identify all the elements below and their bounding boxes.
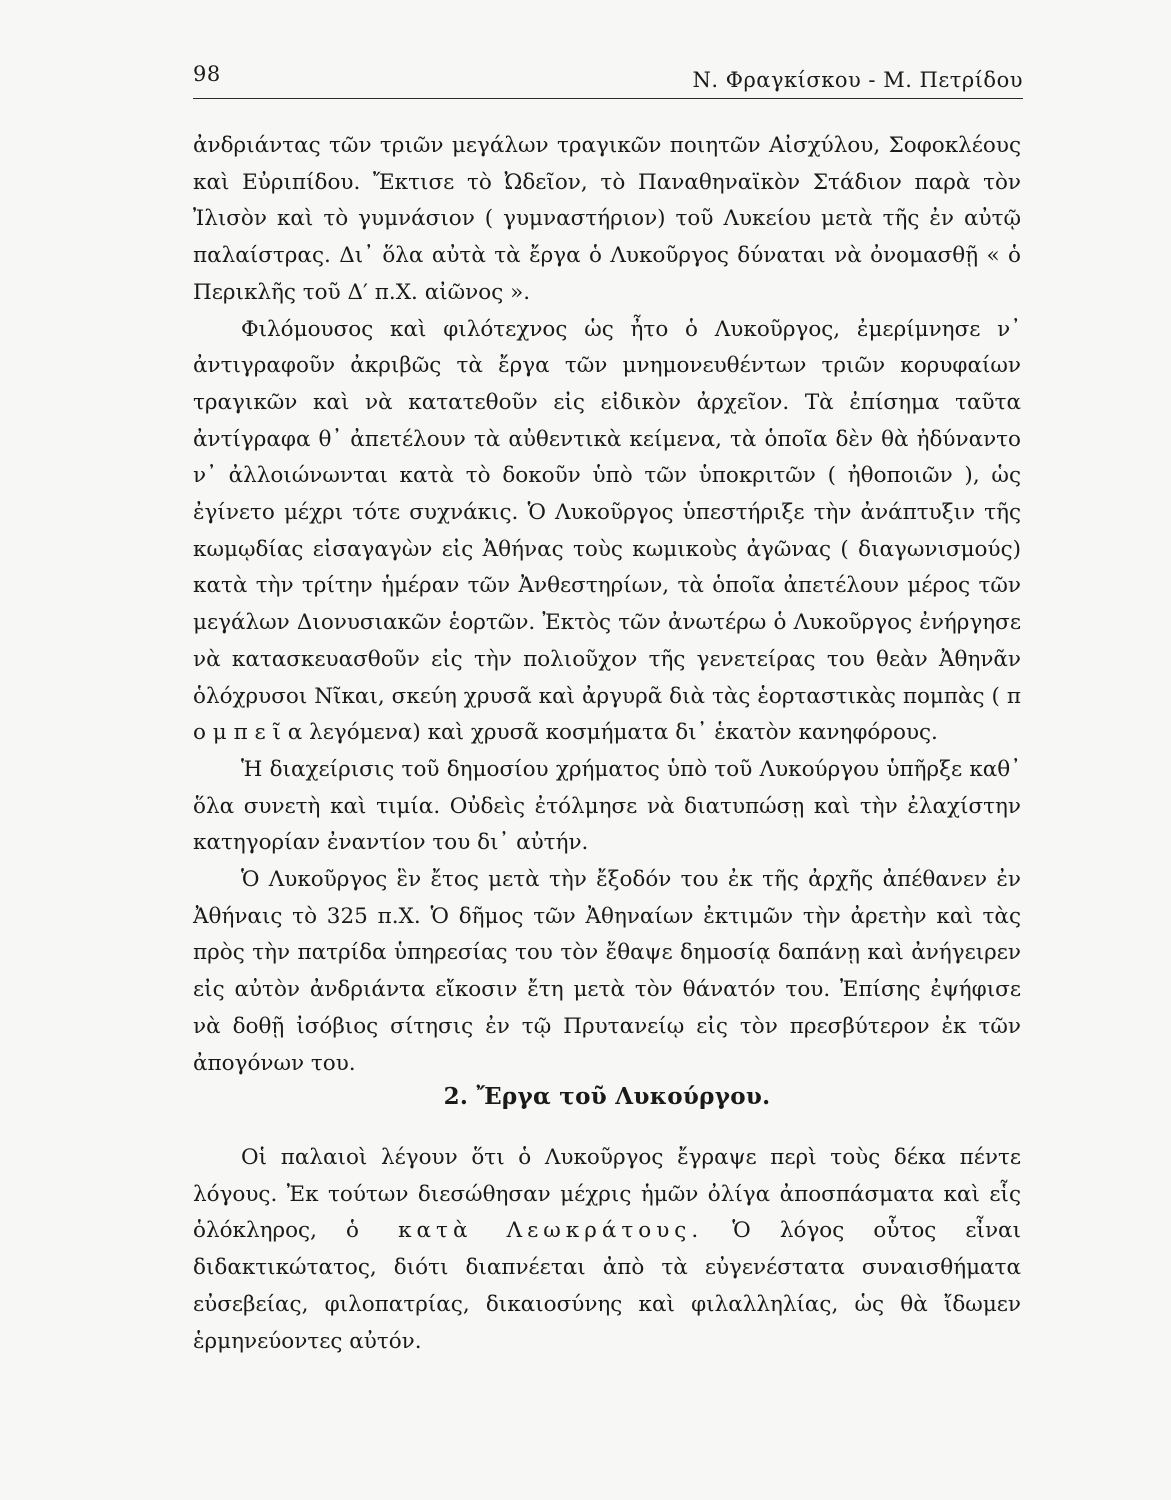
paragraph-3: Ἡ διαχείρισις τοῦ δημοσίου χρήματος ὑπὸ τοῦ Λυκούργου ὑπῆρξε καθ᾽ ὅλα συνετὴ καὶ τιμία. Οὐδεὶς ἐτόλμησε νὰ διατυπώσῃ καὶ τὴν ἐλαχίστην κατηγορίαν ἐναντίον του δι᾽ αὐτήν.	[193, 756, 1021, 856]
section-text	[193, 1140, 1021, 1360]
page-header	[193, 62, 1023, 99]
section-heading: 2. Ἔργα τοῦ Λυκούργου.	[443, 1083, 771, 1110]
paragraph-2: Φιλόμουσος καὶ φιλότεχνος ὡς ἦτο ὁ Λυκοῦργος, ἐμερίμνησε ν᾽ ἀντιγραφοῦν ἀκριβῶς τὰ ἔργα τῶν μνημονευθέντων τριῶν κορυφαίων τραγικῶν καὶ νὰ κατατεθοῦν εἰς εἰδικὸν ἀρχεῖον. Τὰ ἐπίσημα ταῦτα ἀντίγραφα θ᾽ ἀπετέλουν τὰ αὐθεντικὰ κείμενα, τὰ ὁποῖα δὲν θὰ ἠδύναντο ν᾽ ἀλλοιώνωνται κατὰ τὸ δοκοῦν ὑπὸ τῶν ὑποκριτῶν ( ἠθοποιῶν ), ὡς ἐγίνετο μέχρι τότε συχνάκις. Ὁ Λυκοῦργος ὑπεστήριξε τὴν ἀνάπτυξιν τῆς κωμῳδίας εἰσαγαγὼν εἰς Ἀθήνας τοὺς κωμικοὺς ἀγῶνας ( διαγωνισμούς) κατὰ τὴν τρίτην ἡμέραν τῶν Ἀνθεστηρίων, τὰ ὁποῖα ἀπετέλουν μέρος τῶν μεγάλων Διονυσιακῶν ἑορτῶν. Ἐκτὸς τῶν ἀνωτέρω ὁ Λυκοῦργος ἐνήργησε νὰ κατασκευασθοῦν εἰς τὴν πολιοῦχον τῆς γενετείρας του θεὰν Ἀθηνᾶν ὁλόχρυσοι Νῖκαι, σκεύη χρυσᾶ καὶ ἀργυρᾶ διὰ τὰς ἑορταστικὰς πομπὰς ( π ο μ π ε ῖ α λεγόμενα) καὶ χρυσᾶ κοσμήματα δι᾽ ἑκατὸν κανηφόρους.	[193, 316, 1021, 746]
speech-title: ὁ κατὰ Λεωκράτους.	[346, 1218, 704, 1244]
paragraph-1: ἀνδριάντας τῶν τριῶν μεγάλων τραγικῶν ποιητῶν Αἰσχύλου, Σοφοκλέους καὶ Εὐριπίδου. Ἔκτισε τὸ Ὠδεῖον, τὸ Παναθηναϊκὸν Στάδιον παρὰ τὸν Ἰλισὸν καὶ τὸ γυμνάσιον ( γυμναστήριον) τοῦ Λυκείου μετὰ τῆς ἐν αὐτῷ παλαίστρας. Δι᾽ ὅλα αὐτὰ τὰ ἔργα ὁ Λυκοῦργος δύναται νὰ ὀνομασθῇ « ὁ Περικλῆς τοῦ Δ′ π.Χ. αἰῶνος ».	[193, 133, 1021, 305]
paragraph-5-start: Οἱ παλαιοὶ λέγουν ὅτι ὁ Λυκοῦργος ἔγραψε περὶ τοὺς δέκα πέντε λόγους. Ἐκ τούτων διεσώθησαν μέχρις ἡμῶν ὀλίγα ἀποσπάσματα καὶ εἷς ὁλόκληρος,	[193, 1145, 1021, 1244]
page-number: 98	[193, 62, 221, 86]
paragraph-5-end: Ὁ λόγος οὗτος εἶναι διδακτικώτατος, διότι διαπνέεται ἀπὸ τὰ εὐγενέστατα συναισθήματα εὐσεβείας, φιλοπατρίας, δικαιοσύνης καὶ φιλαλληλίας, ὡς θὰ ἴδωμεν ἑρμηνεύοντες αὐτόν.	[193, 1218, 1021, 1354]
paragraph-5	[193, 1140, 1021, 1360]
main-text	[193, 128, 1021, 1082]
running-head: Ν. Φραγκίσκου - Μ. Πετρίδου	[692, 68, 1023, 92]
paragraph-4: Ὁ Λυκοῦργος ἓν ἔτος μετὰ τὴν ἔξοδόν του ἐκ τῆς ἀρχῆς ἀπέθανεν ἐν Ἀθήναις τὸ 325 π.Χ. Ὁ δῆμος τῶν Ἀθηναίων ἐκτιμῶν τὴν ἀρετὴν καὶ τὰς πρὸς τὴν πατρίδα ὑπηρεσίας του τὸν ἔθαψε δημοσίᾳ δαπάνῃ καὶ ἀνήγειρεν εἰς αὐτὸν ἀνδριάντα εἴκοσιν ἔτη μετὰ τὸν θάνατόν του. Ἐπίσης ἐψήφισε νὰ δοθῇ ἰσόβιος σίτησις ἐν τῷ Πρυτανείῳ εἰς τὸν πρεσβύτερον ἐκ τῶν ἀπογόνων του.	[193, 867, 1021, 1076]
